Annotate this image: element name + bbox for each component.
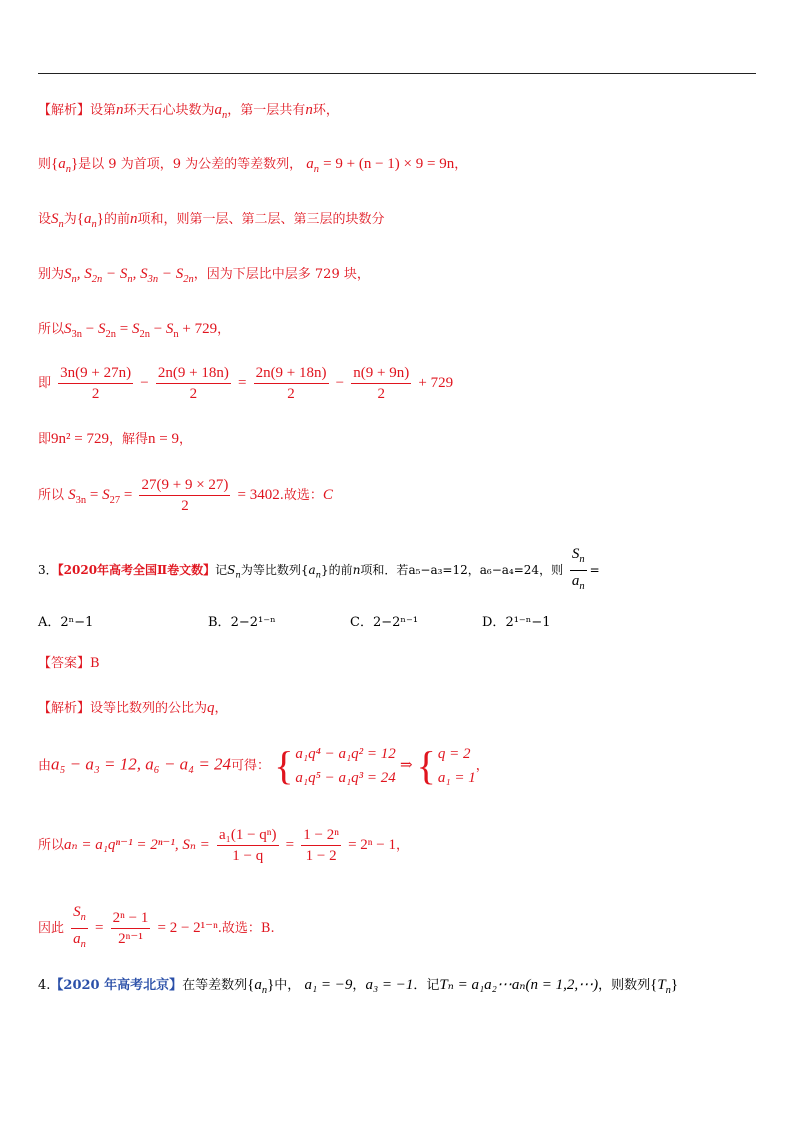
problem-number: 4. bbox=[38, 978, 51, 993]
option-text: 2−2¹⁻ⁿ bbox=[230, 615, 276, 630]
equation: a₁q⁵ − a₁q³ = 24 bbox=[295, 770, 396, 786]
text: 因此 bbox=[38, 921, 65, 936]
var-n: n bbox=[129, 211, 138, 227]
formula: $S_{3n} - S_{2n} = S_{2n} - S_n + 729$ bbox=[64, 321, 218, 340]
equation-system bbox=[417, 742, 476, 790]
conditions: a₅−a₃=12，a₆−a₄=24 bbox=[408, 563, 540, 577]
constant: + 729 bbox=[182, 321, 218, 337]
fraction: $\frac{S_n}{a_n}$ bbox=[73, 904, 86, 950]
minus: − bbox=[140, 375, 149, 391]
brace-icon: { bbox=[416, 743, 436, 788]
answer-tag: 【答案】 bbox=[38, 656, 91, 671]
answer-line bbox=[38, 655, 100, 673]
minus: − bbox=[335, 375, 345, 391]
p2-solution-line4 bbox=[38, 265, 370, 289]
option-a[interactable] bbox=[38, 611, 93, 630]
p2-solution-line3 bbox=[38, 210, 384, 234]
var-n: n bbox=[116, 102, 124, 118]
s-n: $S_n$ bbox=[51, 211, 64, 230]
p2-solution-line7 bbox=[38, 430, 192, 449]
text: 设第 bbox=[90, 103, 117, 118]
problem3-stem: 3．【2020年高考全国Ⅱ卷文数】记$S_n$为等比数列$\{a_n\}$的前n项和．若a₅−a₃=12，a₆−a₄=24，则 $\frac{S_n}{a_n}$ = bbox=[38, 545, 600, 596]
equals: = bbox=[237, 375, 247, 391]
fraction bbox=[156, 364, 231, 403]
problem4-stem bbox=[38, 976, 678, 1000]
p3-solution-line4 bbox=[38, 903, 275, 954]
formula: 9n² = 729 bbox=[51, 431, 109, 447]
a-n: $a_n$ bbox=[214, 102, 228, 121]
text: 设等比数列的公比为 bbox=[90, 701, 208, 716]
formula: $S_{3n} = S_{27}$ = bbox=[68, 487, 133, 506]
var-n: n bbox=[305, 102, 313, 118]
analysis-tag: 【解析】 bbox=[38, 701, 91, 716]
text: 的前 bbox=[328, 563, 353, 577]
numerator: 2n(9 + 18n) bbox=[254, 364, 329, 384]
var-q: q bbox=[207, 700, 215, 716]
text: ， bbox=[454, 157, 468, 172]
condition: a₁ = −9 bbox=[304, 977, 353, 993]
denominator: 1 − 2 bbox=[305, 848, 337, 864]
result: = 3402 bbox=[237, 487, 280, 503]
fraction: $\frac{S_n}{a_n}$ bbox=[571, 546, 585, 592]
layer-sums: $S_n$, $S_{2n} - S_n$, $S_{3n} - S_{2n}$ bbox=[64, 266, 194, 285]
numerator: 3n(9 + 27n) bbox=[58, 364, 133, 384]
p3-solution-line2 bbox=[38, 742, 489, 790]
fraction bbox=[111, 909, 151, 948]
text: ，则 bbox=[539, 563, 564, 577]
option-text: 2−2ⁿ⁻¹ bbox=[372, 615, 419, 630]
constant: + 729 bbox=[418, 375, 454, 391]
fraction bbox=[139, 476, 230, 515]
analysis-tag: 【解析】 bbox=[38, 103, 91, 118]
option-label: D． bbox=[482, 615, 506, 630]
brace-icon: { bbox=[274, 743, 294, 788]
text: ，则数列 bbox=[598, 978, 651, 993]
text: ， bbox=[395, 838, 409, 853]
option-text: 2ⁿ−1 bbox=[60, 615, 94, 630]
p2-solution-line1 bbox=[38, 101, 339, 125]
equation: a₁q⁴ − a₁q² = 12 bbox=[295, 746, 396, 762]
text: 所以 bbox=[38, 838, 65, 853]
answer-value: B bbox=[90, 656, 100, 671]
seq-an: $\{a_n\}$ bbox=[76, 211, 104, 230]
numerator: 2ⁿ − 1 bbox=[111, 909, 151, 929]
text: ， bbox=[352, 978, 366, 993]
equation: a₁ = 1 bbox=[437, 770, 476, 786]
equation-system bbox=[274, 742, 396, 790]
formula: aₙ = a₁qⁿ⁻¹ = 2ⁿ⁻¹, Sₙ = bbox=[64, 837, 210, 853]
denominator: 2 bbox=[287, 386, 295, 402]
problem-source: 【2020 年高考北京】 bbox=[50, 978, 183, 993]
text: 是以 9 为首项，9 为公差的等差数列， bbox=[78, 157, 303, 172]
text: ．记 bbox=[413, 978, 440, 993]
option-label: A． bbox=[38, 615, 61, 630]
definition: Tₙ = a₁a₂⋯aₙ(n = 1,2,⋯) bbox=[439, 977, 599, 993]
option-label: B． bbox=[208, 615, 231, 630]
a-n: $a_n$ bbox=[306, 156, 320, 175]
text: 的前 bbox=[103, 212, 130, 227]
fraction bbox=[301, 826, 341, 865]
equals: = bbox=[95, 920, 104, 936]
numerator: 2n(9 + 18n) bbox=[156, 364, 231, 384]
text: 所以 bbox=[38, 488, 65, 503]
denominator: 2 bbox=[377, 386, 385, 402]
option-text: 2¹⁻ⁿ−1 bbox=[505, 615, 551, 630]
denominator: 2ⁿ⁻¹ bbox=[118, 931, 143, 947]
p2-solution-line5 bbox=[38, 320, 230, 344]
equation: q = 2 bbox=[437, 746, 471, 762]
fraction bbox=[351, 364, 411, 403]
text: = bbox=[589, 563, 600, 577]
text: ，第一层共有 bbox=[227, 103, 306, 118]
result: = 2 − 2¹⁻ⁿ bbox=[157, 920, 218, 936]
p2-solution-line2 bbox=[38, 155, 467, 179]
text: 记 bbox=[215, 563, 228, 577]
formula: n = 9 bbox=[148, 431, 179, 447]
text: 所以 bbox=[38, 322, 65, 337]
text: 即 bbox=[38, 376, 52, 391]
numerator: 1 − 2ⁿ bbox=[301, 826, 341, 846]
denominator: 1 − q bbox=[232, 848, 264, 864]
problem-number: 3． bbox=[38, 563, 58, 577]
result: = 2ⁿ − 1 bbox=[348, 837, 396, 853]
fraction bbox=[254, 364, 329, 403]
p3-solution-line3 bbox=[38, 826, 409, 865]
text: .故选： bbox=[279, 488, 323, 503]
denominator: 2 bbox=[181, 498, 189, 514]
denominator: 2 bbox=[91, 386, 100, 402]
text: 中， bbox=[274, 978, 301, 993]
text: ， bbox=[475, 758, 489, 774]
text: 可得： bbox=[231, 758, 271, 774]
text: 设 bbox=[38, 212, 52, 227]
text: 环， bbox=[312, 103, 339, 118]
fraction bbox=[58, 364, 133, 403]
option-d[interactable] bbox=[482, 611, 551, 630]
seq-an: $\{a_n\}$ bbox=[51, 156, 79, 175]
numerator: 27(9 + 9 × 27) bbox=[139, 476, 230, 496]
option-c[interactable] bbox=[350, 611, 418, 630]
header-divider bbox=[38, 73, 756, 74]
seq-tn: $\{T_n\}$ bbox=[650, 977, 679, 996]
text: 项和，则第一层、第二层、第三层的块数分 bbox=[137, 212, 385, 227]
equals: = bbox=[285, 837, 295, 853]
text: 为 bbox=[63, 212, 77, 227]
seq-an: $\{a_n\}$ bbox=[247, 977, 275, 996]
numerator: n(9 + 9n) bbox=[351, 364, 411, 384]
problem-source: 【2020年高考全国Ⅱ卷文数】 bbox=[57, 563, 216, 577]
text: ， bbox=[214, 701, 228, 716]
text: ， bbox=[178, 432, 192, 447]
text: 别为 bbox=[38, 267, 65, 282]
choice: C bbox=[322, 487, 333, 503]
text: 即 bbox=[38, 432, 52, 447]
p3-solution-line1 bbox=[38, 699, 228, 718]
formula: = 9 + (n − 1) × 9 = 9n bbox=[323, 156, 455, 172]
text: .故选：B. bbox=[217, 921, 275, 936]
text: 环天石心块数为 bbox=[123, 103, 215, 118]
condition: a₃ = −1 bbox=[365, 977, 414, 993]
text: 为等比数列 bbox=[240, 563, 301, 577]
text: 由 bbox=[38, 758, 52, 774]
option-label: C． bbox=[350, 615, 373, 630]
p2-solution-line6 bbox=[38, 364, 453, 403]
text: ，因为下层比中层多 729 块， bbox=[193, 267, 370, 282]
option-b[interactable] bbox=[208, 611, 276, 630]
text: 项和．若 bbox=[360, 563, 409, 577]
text: 在等差数列 bbox=[182, 978, 248, 993]
text: ， bbox=[217, 322, 231, 337]
implies-icon: ⇒ bbox=[399, 757, 413, 774]
fraction bbox=[217, 826, 279, 865]
conditions: a₅ − a₃ = 12, a₆ − a₄ = 24 bbox=[51, 754, 232, 774]
p2-solution-line8 bbox=[38, 476, 333, 515]
denominator: 2 bbox=[189, 386, 198, 402]
numerator: a₁(1 − qⁿ) bbox=[217, 826, 279, 846]
text: 则 bbox=[38, 157, 52, 172]
text: ，解得 bbox=[108, 432, 148, 447]
